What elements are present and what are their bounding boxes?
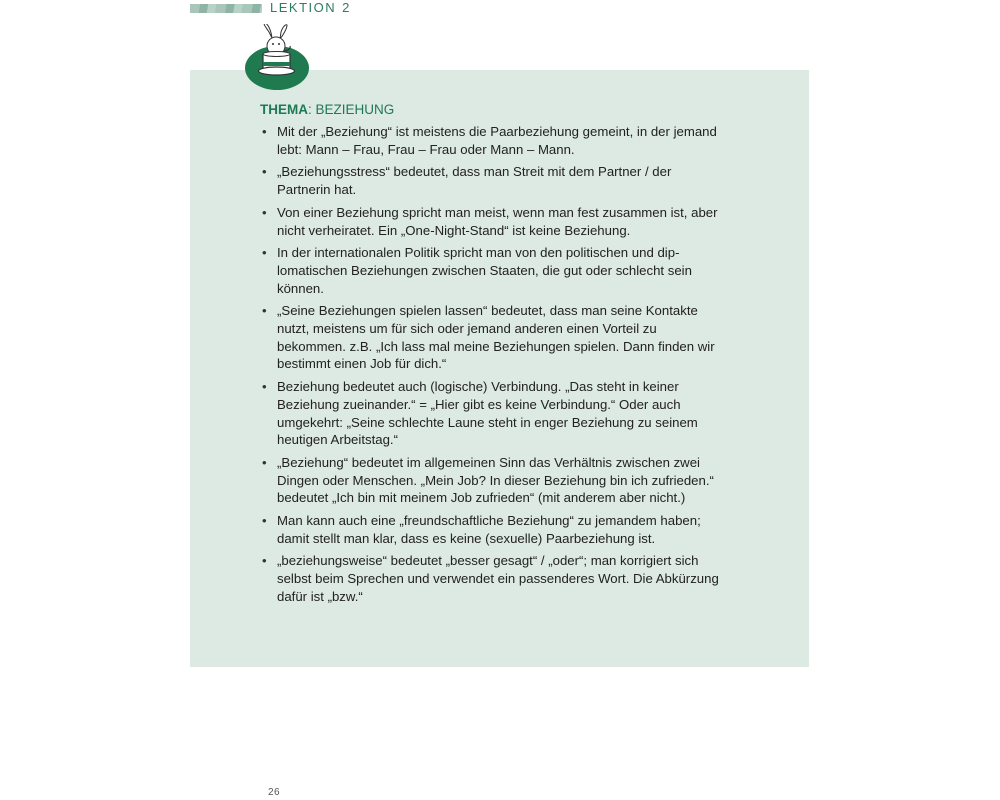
list-item: • Man kann auch eine „freundschaftliche Beziehung“ zu jemandem haben; damit stellt man klar, dass es keine (sexuelle) Paarbeziehung ist. bbox=[260, 512, 725, 547]
list-item: • Von einer Beziehung spricht man meist, wenn man fest zusammen ist, aber nicht verheiratet. Ein „One-Night-Stand“ ist keine Beziehung. bbox=[260, 204, 725, 239]
topic-title-rest: : BEZIEHUNG bbox=[308, 102, 395, 117]
list-item: • „Beziehungsstress“ bedeutet, dass man Streit mit dem Partner / der Partnerin hat. bbox=[260, 163, 725, 198]
page-number: 26 bbox=[268, 787, 281, 798]
topic-title-keyword: THEMA bbox=[260, 102, 308, 117]
topic-list bbox=[260, 123, 725, 606]
lesson-label: LEKTION bbox=[270, 0, 337, 15]
list-item: • In der internationalen Politik spricht man von den politischen und diplomatischen Beziehungen zwischen Staaten, die gut oder schlecht sein können. bbox=[260, 244, 725, 297]
list-item: • „Beziehung“ bedeutet im allgemeinen Sinn das Verhältnis zwischen zwei Dingen oder Menschen. „Mein Job? In dieser Beziehung bin ich zufrieden.“ bedeutet „Ich bin mit meinem Job zufrieden“ (mit anderem aber nicht.) bbox=[260, 454, 725, 507]
list-item: • Mit der „Beziehung“ ist meistens die Paarbeziehung gemeint, in der jemand lebt: Mann – Frau, Frau – Frau oder Mann – Mann. bbox=[260, 123, 725, 158]
list-item: • „Seine Beziehungen spielen lassen“ bedeutet, dass man seine Kontakte nutzt, meistens um für sich oder jemand anderen einen Vorteil zu bekommen. z.B. „Ich lass mal meine Beziehungen spielen. Dann finden wir bestimmt einen Job für dich.“ bbox=[260, 302, 725, 373]
list-item: • Beziehung bedeutet auch (logische) Verbindung. „Das steht in keiner Beziehung zueinander.“ = „Hier gibt es keine Verbindung.“ Oder auch umgekehrt: „Seine schlechte Laune steht in enger Beziehung zu seinem heutigen Arbeitstag.“ bbox=[260, 378, 725, 449]
header-decoration-strip bbox=[190, 4, 262, 13]
lesson-number: 2 bbox=[342, 0, 351, 15]
rabbit-in-hat-icon bbox=[243, 24, 311, 92]
lesson-header bbox=[270, 0, 351, 15]
topic-content bbox=[260, 102, 725, 611]
topic-title bbox=[260, 102, 725, 117]
list-item: • „beziehungsweise“ bedeutet „besser gesagt“ / „oder“; man korrigiert sich selbst beim Sprechen und verwendet ein passenderes Wort. Die Abkürzung dafür ist „bzw.“ bbox=[260, 552, 725, 605]
